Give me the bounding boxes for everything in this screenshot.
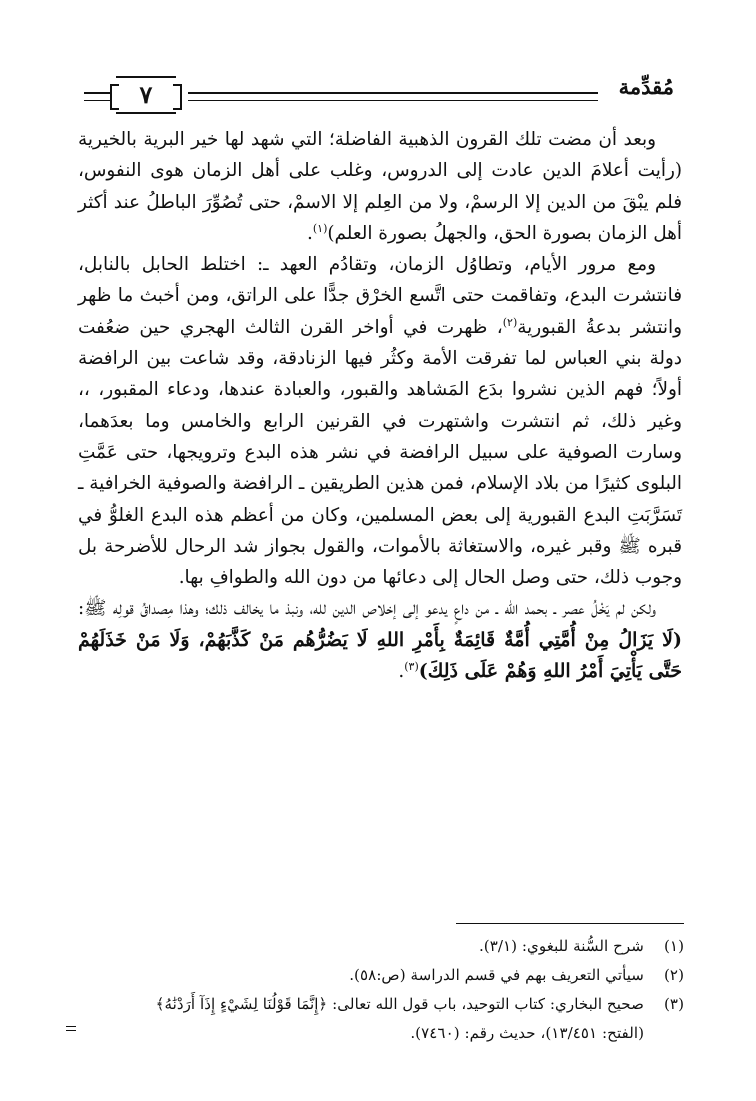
paragraph	[78, 249, 682, 593]
footnote-text: صحيح البخاري: كتاب التوحيد، باب قول الله تعالى: ﴿إِنَّمَا قَوْلُنَا لِشَيْءٍ إِذَآ أَرَدْنَٰهُ﴾	[155, 995, 644, 1013]
footnote-number: (٣)	[663, 995, 684, 1013]
footnotes	[78, 932, 684, 1048]
footnote-text: سيأتي التعريف بهم في قسم الدراسة (ص:٥٨).	[349, 966, 644, 984]
footnote-number: (١)	[663, 937, 684, 955]
paragraph-text: ولكن لم يَخْلُ عصر ـ بحمد الله ـ من داعٍ يدعو إلى إخلاص الدين لله، ونبذ ما يخالف ذلك؛ وهذا مِصداقُ قولِه ﷺ:	[78, 598, 656, 620]
footnote-ref: (٣)	[404, 659, 419, 673]
paragraph-tail: ، ظهرت في أواخر القرن الثالث الهجري حين ضعُفت دولة بني العباس لما تفرقت الأمة وكثُر فيها الزنادقة، وقد شاعت بين الرافضة أولاً؛ فهم الذين نشروا بدَع المَشاهد والقبور، والعبادة عندها، ودعاء المقبور، ،، وغير ذلك، ثم انتشرت واشتهرت في القرنين الرابع والخامس وما بعدَهما، وسارت الصوفية على سبيل الرافضة في نشر هذه البدع وترويجها، حتى عَمَّتِ البلوى كثيرًا من بلاد الإسلام، فمن هذين الطريقين ـ الرافضة والصوفية الخرافية ـ تَسَرَّبَتِ البدع القبورية إلى بعض المسلمين، وكان من أعظم هذه البدع الغلوُّ في قبره ﷺ وقبر غيره، والاستغاثة بالأموات، والقول بجواز شد الرحال للأضرحة بل وجوب ذلك، حتى وصل الحال إلى دعائها من دون الله والطوافِ بها.	[78, 316, 682, 589]
footnote-number: (٢)	[663, 966, 684, 984]
footnote	[78, 961, 684, 990]
header-rule	[188, 92, 598, 101]
paragraph-tail: .	[398, 661, 405, 683]
paragraph	[78, 124, 682, 249]
page-number: ٧	[116, 76, 176, 114]
paragraph-text: ومع مرور الأيام، وتطاوُل الزمان، وتقادُم العهد ـ: اختلط الحابل بالنابل، فانتشرت البدع، وتفاقمت حتى اتَّسع الخرْق جدًّا على الراتق، ومن أخبث ما ظهر وانتشر بدعةُ القبورية	[78, 254, 682, 338]
paragraph-text: وبعد أن مضت تلك القرون الذهبية الفاضلة؛ التي شهد لها خير البرية بالخيرية (رأيت أعلامَ الدين عادت إلى الدروس، وغلب على أهل الزمان هوى النفوس، فلم يبْقَ من الدين إلا الرسمْ، ولا من العِلم إلا الاسمْ، حتى تُصُوِّرَ الباطلُ عند أكثر أهل الزمان بصورة الحق، والجهلُ بصورة العلم)	[78, 129, 682, 244]
paragraph	[78, 593, 682, 687]
footnote-text: شرح السُّنة للبغوي: (٣/١).	[478, 937, 644, 955]
footnote	[78, 990, 684, 1019]
margin-mark	[66, 1026, 76, 1031]
page-header	[84, 72, 674, 120]
footnote	[78, 932, 684, 961]
header-rule-left	[84, 92, 112, 101]
footnote-continuation: (الفتح: ١٣/٤٥١)، حديث رقم: (٧٤٦٠).	[410, 1024, 644, 1042]
paragraph-tail: .	[307, 222, 313, 244]
running-title: مُقدِّمة	[618, 74, 674, 99]
footnote-separator	[456, 923, 684, 924]
footnote-ref: (٢)	[502, 315, 518, 329]
main-text	[78, 124, 682, 687]
footnote-ref: (١)	[312, 221, 328, 235]
hadith-quote: (لَا يَزَالُ مِنْ أُمَّتِي أُمَّةٌ قَائِمَةٌ بِأَمْرِ اللهِ لَا يَضُرُّهُم مَنْ كَذَّبَهُمْ، وَلَا مَنْ خَذَلَهُمْ حَتَّى يَأْتِيَ أَمْرُ اللهِ وَهُمْ عَلَى ذَلِكَ)	[78, 628, 682, 683]
